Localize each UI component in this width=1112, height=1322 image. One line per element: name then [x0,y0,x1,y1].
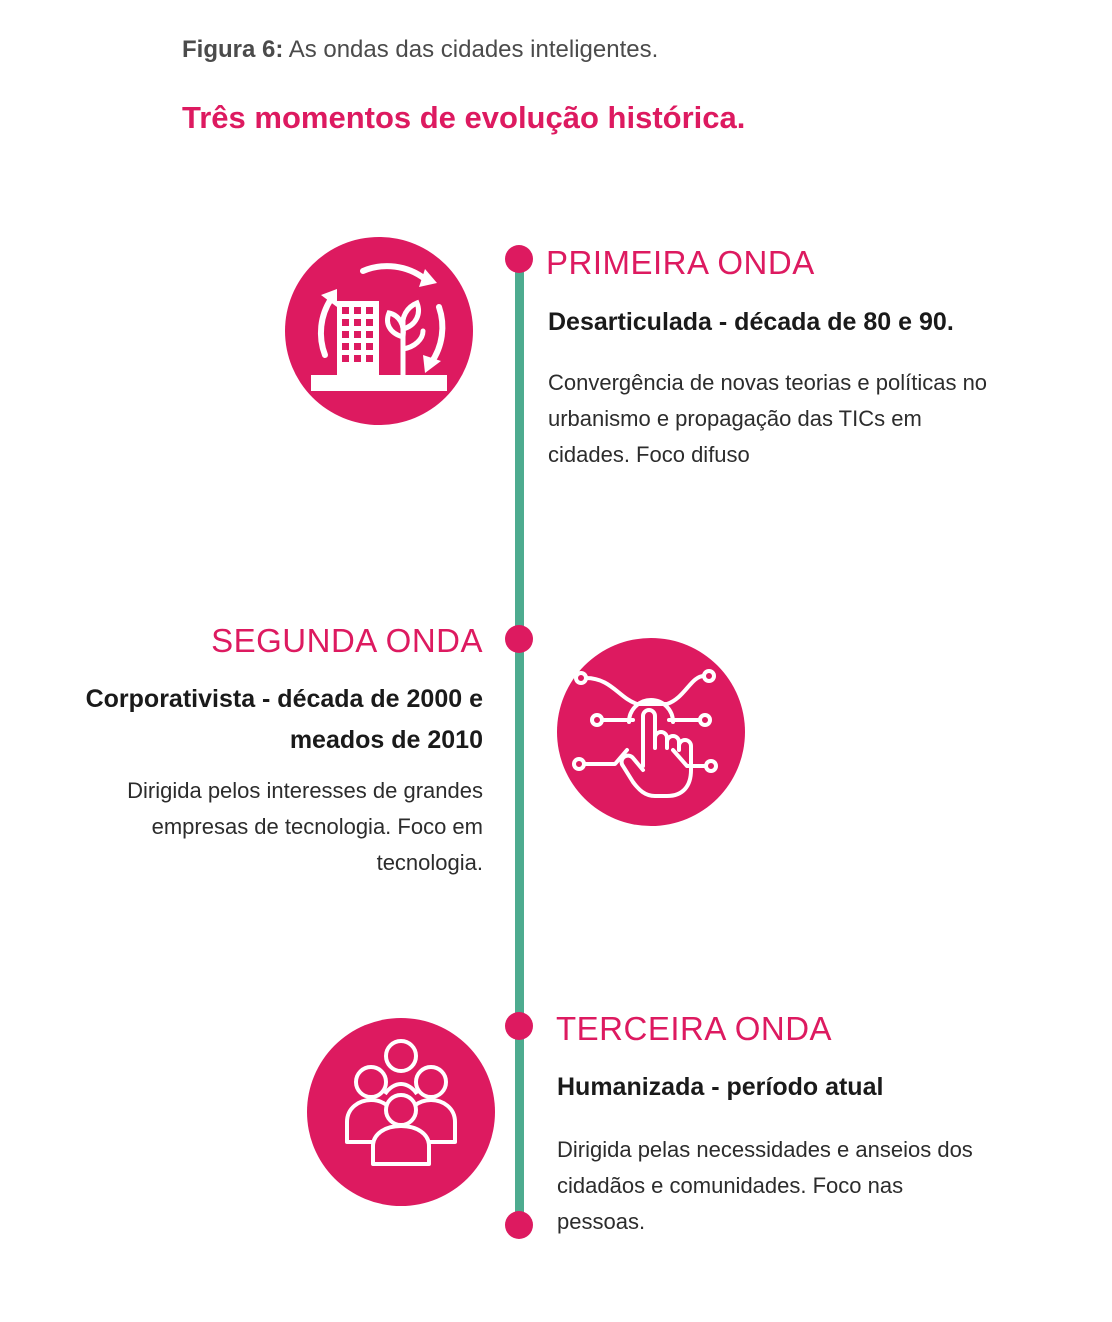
wave-3-heading: Humanizada - período atual [557,1073,884,1101]
figure-caption [182,36,658,64]
wave-3-description: Dirigida pelas necessidades e anseios dos cidadãos e comunidades. Foco nas pessoas. [557,1137,973,1234]
wave-3-title: TERCEIRA ONDA [556,1010,833,1047]
timeline-dot-2 [505,625,533,653]
timeline-line [515,258,524,1226]
touch-technology-icon [557,638,745,826]
figure-subtitle: Três momentos de evolução histórica. [182,100,746,135]
wave-1-heading: Desarticulada - década de 80 e 90. [548,308,954,336]
sustainable-city-icon [285,237,473,425]
timeline-dot-end [505,1211,533,1239]
wave-1-title: PRIMEIRA ONDA [546,244,815,281]
wave-2-heading: Corporativista - década de 2000 e meados de 2010 [85,685,483,754]
wave-2-description: Dirigida pelos interesses de grandes empresas de tecnologia. Foco em tecnologia. [127,778,483,875]
timeline-dot-3 [505,1012,533,1040]
timeline-dot-1 [505,245,533,273]
figure-caption-text: As ondas das cidades inteligentes. [288,36,659,63]
wave-2-title: SEGUNDA ONDA [211,622,483,659]
figure-label: Figura 6: [182,36,284,63]
people-group-icon [307,1018,495,1206]
wave-1-description: Convergência de novas teorias e políticas no urbanismo e propagação das TICs em cidades. Foco difuso [548,370,988,467]
